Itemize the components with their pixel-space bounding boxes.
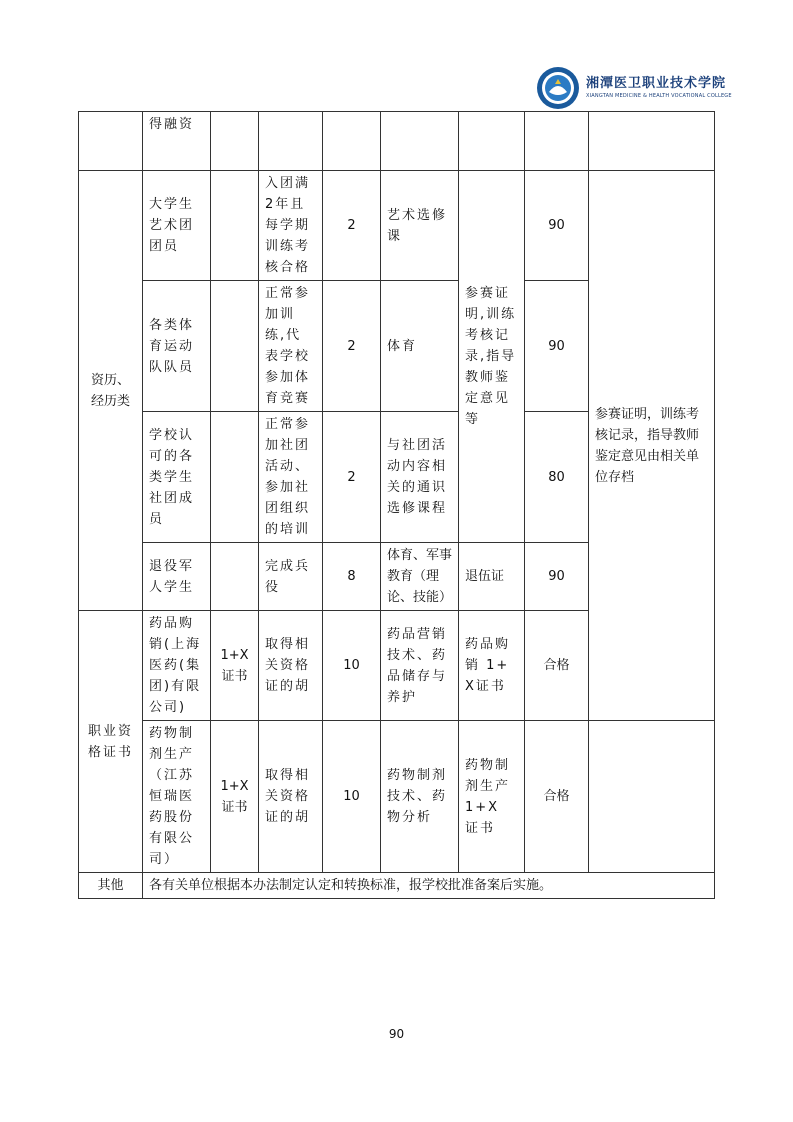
condition-cell: 正常参加社团活动、参加社团组织的培训 <box>259 412 323 543</box>
level-cell <box>211 543 259 611</box>
credits-cell: 8 <box>323 543 381 611</box>
table-row <box>79 112 715 171</box>
page-number: 90 <box>388 1027 405 1041</box>
table-row <box>79 873 715 899</box>
school-name: 湘潭医卫职业技术学院 <box>586 76 727 91</box>
note-cell: 参赛证明，训练考核记录，指导教师鉴定意见由相关单位存档 <box>589 171 715 721</box>
level-cell: 1+X证书 <box>211 611 259 721</box>
material-cell: 退伍证 <box>459 543 525 611</box>
score-cell: 80 <box>525 412 589 543</box>
level-cell <box>211 171 259 281</box>
item-cell: 学校认可的各类学生社团成员 <box>143 412 211 543</box>
credits-cell: 2 <box>323 412 381 543</box>
condition-cell: 正常参加训练,代表学校参加体育竞赛 <box>259 281 323 412</box>
table-row <box>79 721 715 873</box>
level-cell: 1+X证书 <box>211 721 259 873</box>
score-cell: 90 <box>525 171 589 281</box>
item-cell: 退役军人学生 <box>143 543 211 611</box>
score-cell: 合格 <box>525 611 589 721</box>
category-cell-empty <box>79 112 143 171</box>
other-text-cell: 各有关单位根据本办法制定认定和转换标准，报学校批准备案后实施。 <box>143 873 715 899</box>
credits-cell: 2 <box>323 171 381 281</box>
course-cell: 药品营销技术、药品储存与养护 <box>381 611 459 721</box>
item-cell: 药物制剂生产（江苏恒瑞医药股份有限公司） <box>143 721 211 873</box>
item-cell: 得融资 <box>143 112 211 171</box>
condition-cell: 取得相关资格证的胡 <box>259 721 323 873</box>
course-cell: 与社团活动内容相关的通识选修课程 <box>381 412 459 543</box>
score-cell: 90 <box>525 543 589 611</box>
score-cell: 90 <box>525 281 589 412</box>
level-cell <box>211 412 259 543</box>
school-name-en: XIANGTAN MEDICINE & HEALTH VOCATIONAL COLLEGE <box>586 93 732 99</box>
score-cell: 合格 <box>525 721 589 873</box>
course-cell: 体育 <box>381 281 459 412</box>
course-cell: 艺术选修课 <box>381 171 459 281</box>
item-cell: 各类体育运动队队员 <box>143 281 211 412</box>
college-logo <box>536 62 732 114</box>
condition-cell: 入团满2年且每学期训练考核合格 <box>259 171 323 281</box>
credits-cell: 2 <box>323 281 381 412</box>
condition-cell: 完成兵役 <box>259 543 323 611</box>
item-cell: 药品购销(上海医药(集团)有限公司) <box>143 611 211 721</box>
condition-cell: 取得相关资格证的胡 <box>259 611 323 721</box>
course-cell: 体育、军事教育（理论、技能） <box>381 543 459 611</box>
credits-cell: 10 <box>323 611 381 721</box>
credit-conversion-table <box>78 111 715 899</box>
material-cell: 参赛证明,训练考核记录,指导教师鉴定意见等 <box>459 171 525 543</box>
credits-cell: 10 <box>323 721 381 873</box>
category-cell: 资历、经历类 <box>79 171 143 611</box>
table-row <box>79 171 715 281</box>
level-cell <box>211 281 259 412</box>
category-cell: 其他 <box>79 873 143 899</box>
course-cell: 药物制剂技术、药物分析 <box>381 721 459 873</box>
material-cell: 药品购销 1+X证书 <box>459 611 525 721</box>
category-cell: 职业资格证书 <box>79 611 143 873</box>
item-cell: 大学生艺术团团员 <box>143 171 211 281</box>
college-seal-icon <box>536 66 580 110</box>
material-cell: 药物制剂生产 1+X 证书 <box>459 721 525 873</box>
